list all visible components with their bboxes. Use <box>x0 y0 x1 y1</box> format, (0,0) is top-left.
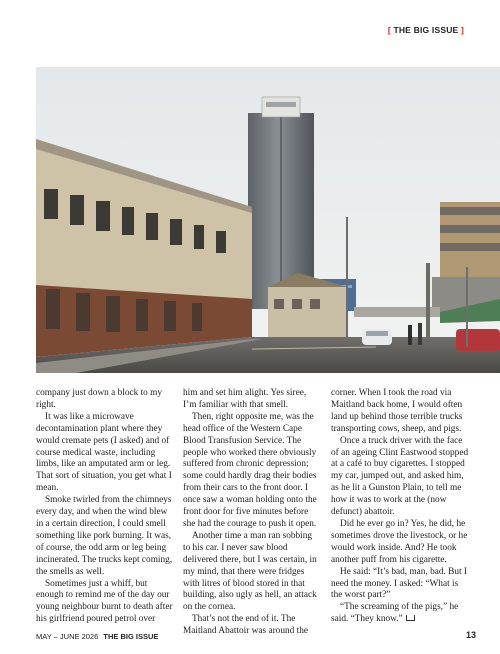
paragraph: He said: “It’s bad, man, bad. But I need the money. I asked: “What is the worst part?” <box>331 566 468 601</box>
footer <box>36 632 158 641</box>
paragraph: It was like a microwave decontamination plant where they would cremate pets (I asked) and of course medical waste, including limbs, like an amputated arm or leg. That sort of situation, you get what I mean. <box>36 411 172 494</box>
section-tag <box>388 25 464 35</box>
street-photo <box>36 67 500 373</box>
closing-text: “The screaming of the pigs,” he said. “They know.” <box>331 602 459 625</box>
bracket-close: ] <box>460 25 464 35</box>
paragraph: Then, right opposite me, was the head office of the Western Cape Blood Transfusion Service. The people who worked there obviously suffered from chronic depression; some could hardly drag their bodies from their cars to the front door. I once saw a woman holding onto the front door for five minutes before she had the courage to push it open. <box>183 411 317 529</box>
paragraph: Did he ever go in? Yes, he did, he sometimes drove the livestock, or he would work inside. And? He took another puff from his cigarette. <box>331 518 468 565</box>
section-tag-label: THE BIG ISSUE <box>393 25 459 35</box>
paragraph: him and set him alight. Yes siree, I’m familiar with that smell. <box>183 388 307 410</box>
publication-name: THE BIG ISSUE <box>103 632 159 641</box>
paragraph: Once a truck driver with the face of an ageing Clint Eastwood stopped at a café to buy cigarettes. I stopped my car, jumped out, and asked him, as he lit a Gunston Plain, to tell me how it was to work at the (now defunct) abattoir. <box>331 435 469 518</box>
paragraph: company just down a block to my right. <box>36 388 163 410</box>
column-2 <box>183 388 321 638</box>
paragraph: That’s not the end of it. The Maitland Abattoir was around the <box>183 614 308 637</box>
closing-paragraph <box>331 602 469 626</box>
page-number: 13 <box>465 630 476 640</box>
column-1 <box>36 388 174 626</box>
paragraph: Sometimes just a whiff, but enough to remind me of the day our young neighbour burnt to death after his girlfriend poured petrol over <box>36 578 173 625</box>
column-3 <box>331 388 469 626</box>
paragraph: Smoke twirled from the chimneys every day, and when the wind blew in a certain direction, I could smell something like pork burning. It was, of course, the odd arm or leg being incinerated. The trucks kept coming, the smells as well. <box>36 495 173 577</box>
bracket-open: [ <box>387 25 391 35</box>
end-of-article-icon <box>406 615 415 621</box>
paragraph: corner. When I took the road via Maitland back home, I would often land up behind those terrible trucks transporting cows, sheep, and pigs. <box>331 388 463 434</box>
paragraph: Another time a man ran sobbing to his car. I never saw blood delivered there, but I was certain, in my mind, that there were fridges with litres of blood stored in that building, also ugly as hell, an attack on the cornea. <box>183 530 317 613</box>
issue-date: MAY – JUNE 2026 <box>36 632 99 641</box>
